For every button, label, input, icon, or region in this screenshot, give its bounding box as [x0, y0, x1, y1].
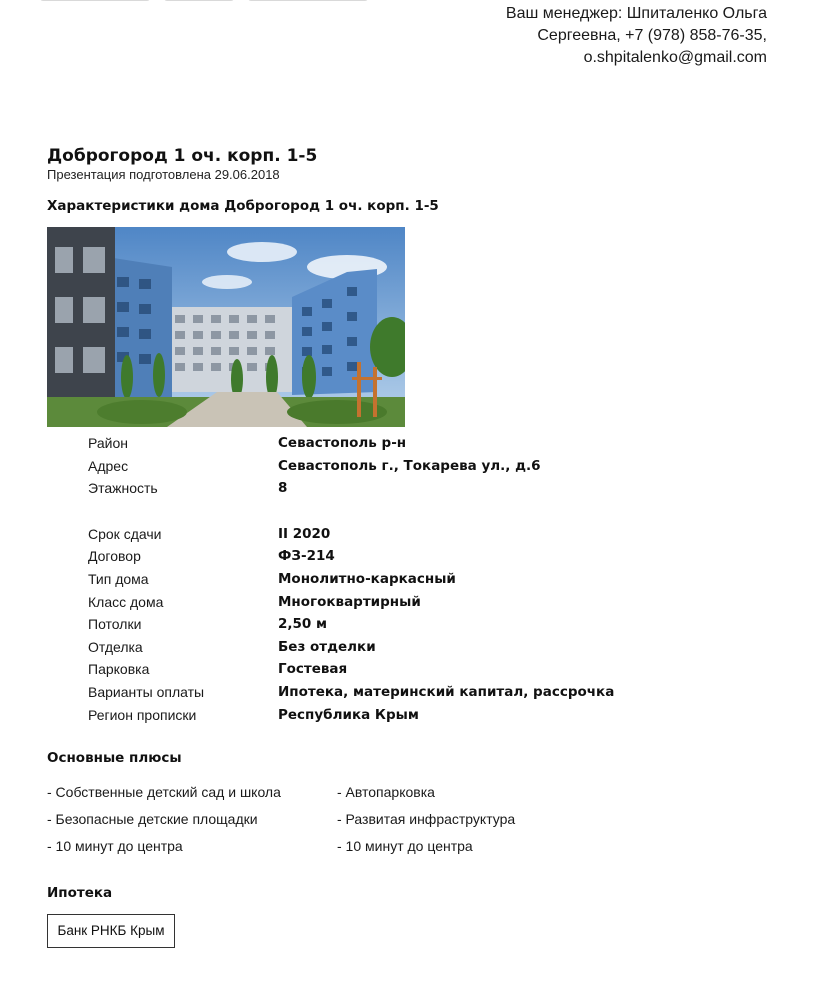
spec-value: ФЗ-214 [278, 548, 335, 565]
manager-email: o.shpitalenko@gmail.com [583, 49, 767, 66]
spec-value: Многоквартирный [278, 593, 421, 610]
spec-value: Республика Крым [278, 706, 419, 723]
spec-value: Монолитно-каркасный [278, 570, 456, 587]
spec-label: Регион прописки [88, 706, 197, 723]
list-item: - Автопарковка [337, 784, 435, 800]
characteristics-heading: Характеристики дома Доброгород 1 оч. корп. 1-5 [47, 198, 439, 214]
spec-label: Район [88, 435, 128, 451]
list-item: - Собственные детский сад и школа [47, 784, 281, 800]
spec-label: Отделка [88, 638, 143, 655]
spec-row-finishing [88, 636, 648, 659]
building-photo [47, 227, 405, 427]
spec-label: Варианты оплаты [88, 683, 205, 700]
spec-label: Этажность [88, 480, 158, 497]
spec-label: Адрес [88, 457, 129, 474]
spec-row-ceilings [88, 613, 648, 636]
specs-table [88, 432, 648, 726]
spec-label: Класс дома [88, 593, 164, 610]
bank-badge: Банк РНКБ Крым [47, 914, 175, 948]
mortgage-heading: Ипотека [47, 885, 113, 901]
list-item: - Развитая инфраструктура [337, 811, 516, 827]
spec-row-house-class [88, 591, 648, 614]
pluses-list-left [47, 781, 281, 862]
spec-row-house-type [88, 568, 648, 591]
spec-label: Срок сдачи [88, 525, 162, 542]
page-subtitle: Презентация подготовлена 29.06.2018 [47, 167, 280, 182]
spec-row-contract [88, 545, 648, 568]
pluses-list-right [337, 781, 515, 862]
page-title: Доброгород 1 оч. корп. 1-5 [47, 146, 318, 166]
spec-label: Парковка [88, 661, 150, 678]
spec-value: Без отделки [278, 638, 376, 655]
spec-value: Гостевая [278, 661, 348, 678]
spec-row-parking [88, 658, 648, 681]
spec-label: Тип дома [88, 570, 149, 587]
spec-label: Договор [88, 548, 141, 565]
spec-row-completion [88, 523, 648, 546]
spec-value: Севастополь р-н [278, 435, 407, 451]
manager-line: Сергеевна, +7 (978) 858-76-35, [537, 27, 767, 44]
spec-row-address [88, 455, 648, 478]
list-item: - Безопасные детские площадки [47, 811, 258, 827]
spec-value: Ипотека, материнский капитал, рассрочка [278, 683, 615, 700]
spec-value: 8 [278, 480, 288, 497]
list-item: - 10 минут до центра [47, 838, 183, 854]
spec-value: Севастополь г., Токарева ул., д.6 [278, 457, 541, 474]
spec-row-floors [88, 477, 648, 500]
list-item: - 10 минут до центра [337, 838, 473, 854]
spec-row-district [88, 432, 648, 455]
spec-value: 2,50 м [278, 616, 328, 633]
spec-value: II 2020 [278, 525, 331, 542]
spec-row-payment [88, 681, 648, 704]
manager-contact [407, 3, 767, 69]
manager-line: Ваш менеджер: Шпиталенко Ольга [505, 5, 767, 22]
spec-label: Потолки [88, 616, 142, 633]
cropped-header-text [40, 0, 420, 8]
spec-row-registration [88, 704, 648, 727]
pluses-heading: Основные плюсы [47, 750, 182, 766]
